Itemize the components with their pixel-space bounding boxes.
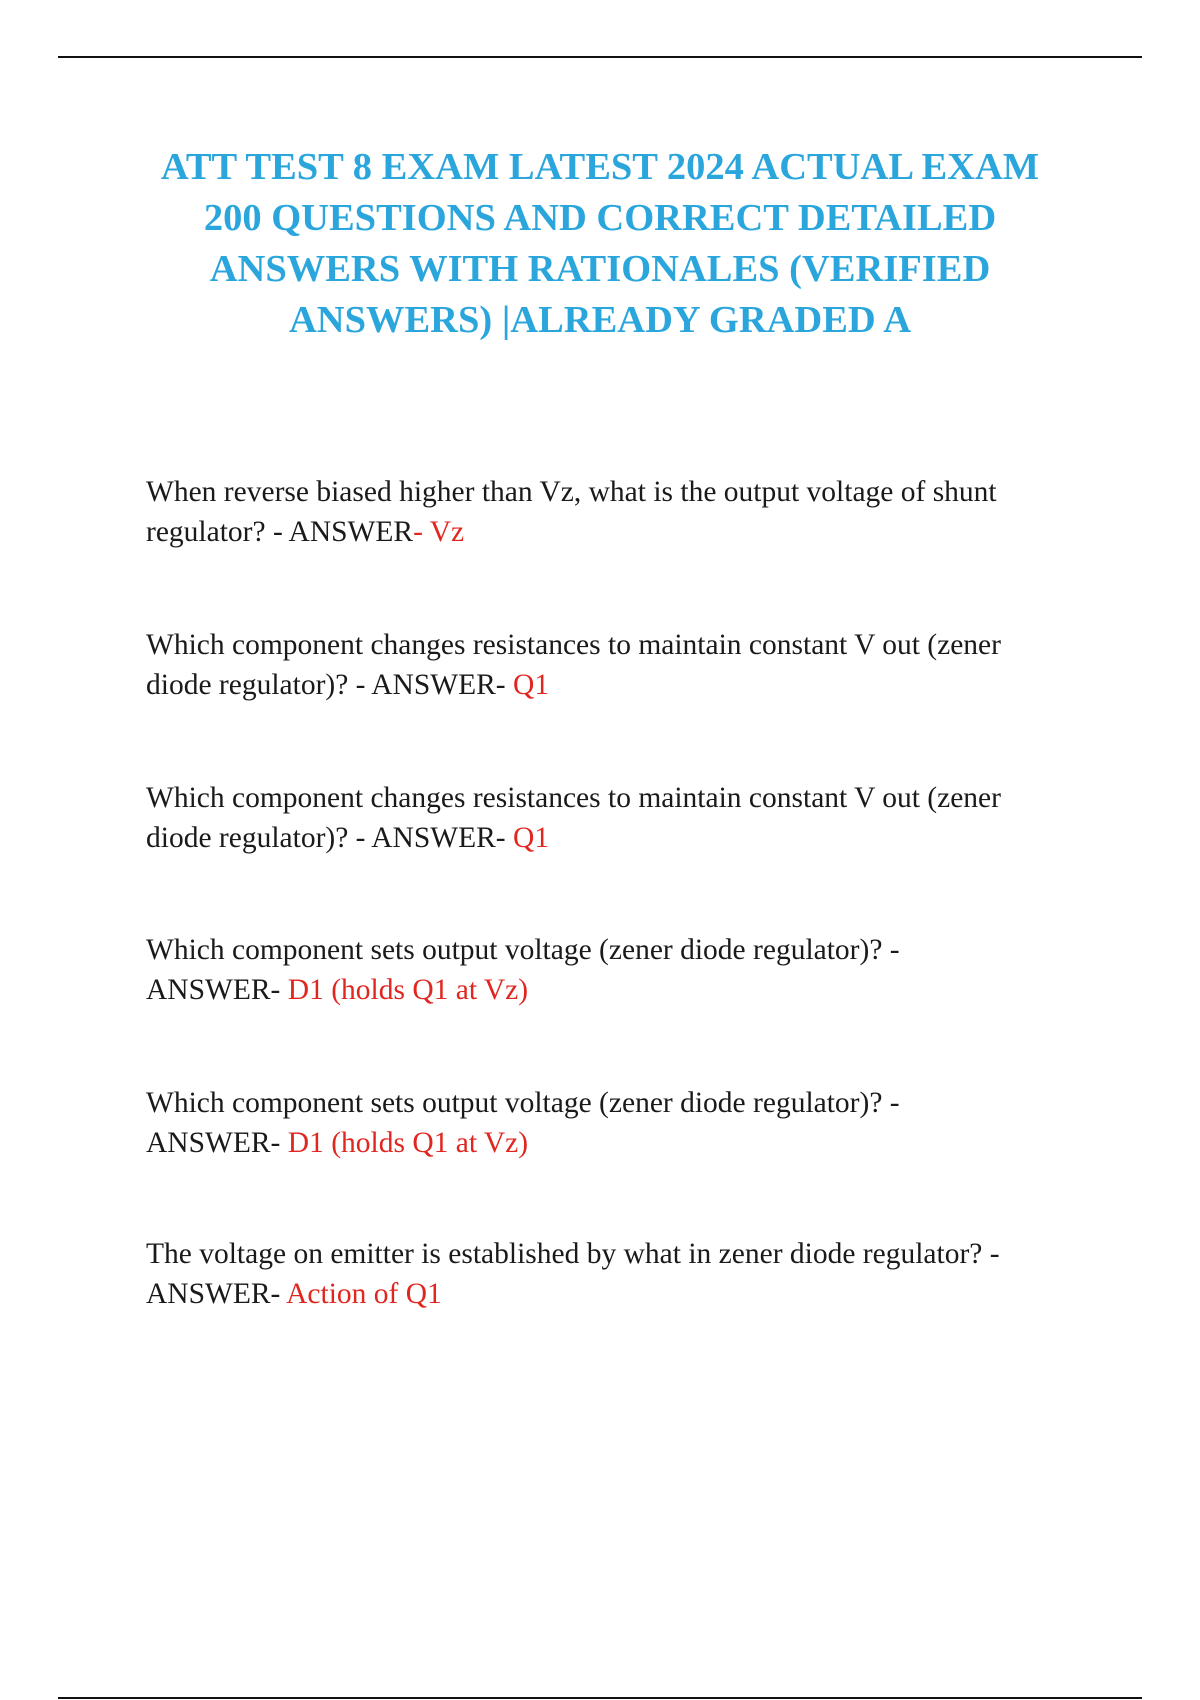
title-line-4: ANSWERS) |ALREADY GRADED A: [288, 299, 912, 341]
top-rule: [58, 56, 1142, 58]
answer-text: - Vz: [413, 516, 465, 548]
document-title: [120, 142, 1080, 346]
question-text: Which component sets output voltage (zener diode regulator)? -: [146, 934, 900, 966]
qa-item-2: [146, 625, 1106, 705]
question-text: The voltage on emitter is established by what in zener diode regulator? -: [146, 1238, 1000, 1270]
question-text-cont: ANSWER-: [146, 1278, 287, 1310]
title-line-1: ATT TEST 8 EXAM LATEST 2024 ACTUAL EXAM: [160, 146, 1040, 188]
qa-item-5: [146, 1083, 1106, 1163]
bottom-rule: [58, 1697, 1142, 1699]
question-text-cont: regulator? - ANSWER: [146, 516, 414, 548]
qa-item-6: [146, 1234, 1106, 1314]
question-text: Which component sets output voltage (zener diode regulator)? -: [146, 1087, 900, 1119]
question-text: Which component changes resistances to maintain constant V out (zener: [146, 629, 1001, 661]
qa-item-1: [146, 472, 1106, 552]
answer-text: D1 (holds Q1 at Vz): [287, 1127, 529, 1159]
question-text-cont: ANSWER-: [146, 974, 288, 1006]
question-text-cont: diode regulator)? - ANSWER-: [146, 822, 514, 854]
question-text: When reverse biased higher than Vz, what is the output voltage of shunt: [146, 476, 997, 508]
question-text: Which component changes resistances to maintain constant V out (zener: [146, 782, 1001, 814]
answer-text: D1 (holds Q1 at Vz): [287, 974, 529, 1006]
title-line-3: ANSWERS WITH RATIONALES (VERIFIED: [209, 248, 991, 290]
answer-text: Action of Q1: [286, 1278, 442, 1310]
qa-item-4: [146, 930, 1106, 1010]
qa-item-3: [146, 778, 1106, 858]
title-line-2: 200 QUESTIONS AND CORRECT DETAILED: [203, 197, 997, 239]
question-text-cont: diode regulator)? - ANSWER-: [146, 669, 514, 701]
answer-text: Q1: [513, 669, 550, 701]
question-text-cont: ANSWER-: [146, 1127, 288, 1159]
answer-text: Q1: [513, 822, 550, 854]
